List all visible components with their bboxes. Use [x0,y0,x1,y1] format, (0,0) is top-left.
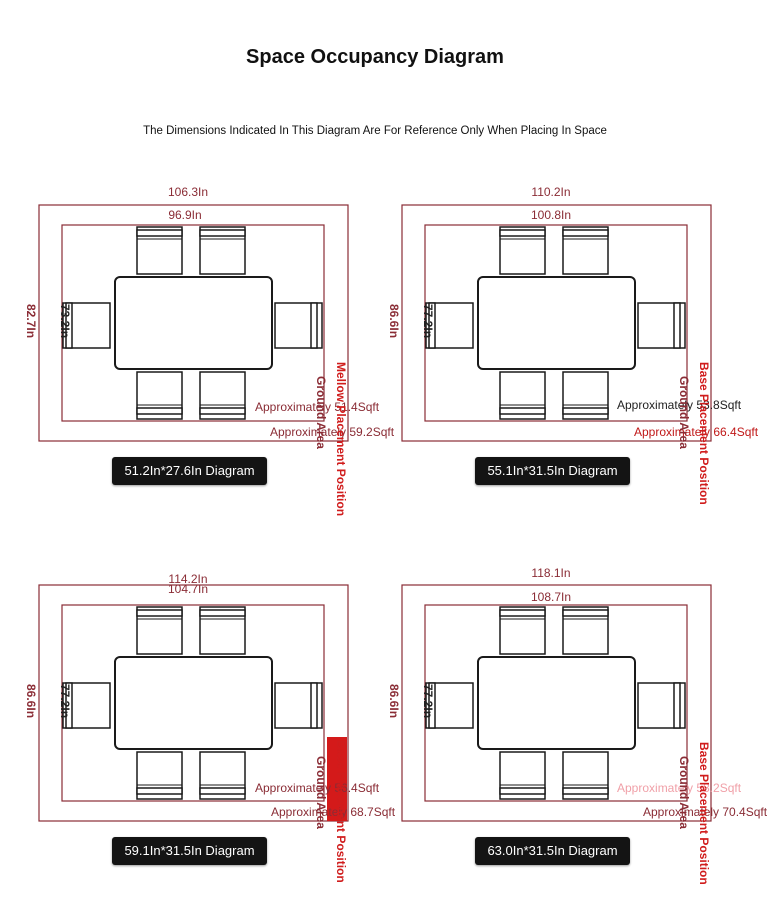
placement-position-label: Mellow Placement Position [334,362,348,517]
inner-width-label: 108.7In [530,590,572,604]
ground-area-label: Ground Area [677,376,691,449]
chair-icon [137,752,182,799]
diagram-panel-3 [0,560,396,890]
outer-depth-label: 82.7In [24,304,38,339]
chair-icon [137,227,182,274]
outer-area-label: Approximately 59.2Sqft [270,425,395,439]
outer-width-label: 118.1In [531,566,571,580]
chair-icon [500,372,545,419]
table-top [478,277,635,369]
placement-position-label: Base Placement Position [697,742,711,885]
chair-icon [638,303,685,348]
ground-area-label: Ground Area [314,376,328,449]
outer-depth-label: 86.6In [387,304,401,339]
diagram-size-button[interactable]: 63.0In*31.5In Diagram [475,837,630,865]
outer-width-label: 110.2In [531,185,571,199]
table-top [478,657,635,749]
inner-depth-label: 77.2In [421,684,435,719]
outer-width-label: 106.3In [167,185,209,199]
chair-icon [275,683,322,728]
outer-area-label: Approximately 70.4Sqft [643,805,767,819]
diagram-panel-4 [363,560,767,890]
chair-icon [137,607,182,654]
placement-position-label: Base Placement Position [697,362,711,505]
chair-icon [500,752,545,799]
outer-area-label: Approximately 68.7Sqft [271,805,396,819]
inner-area-label: Approximately 58.2Sqft [617,781,742,795]
outer-area-label: Approximately 66.4Sqft [634,425,759,439]
chair-icon [563,752,608,799]
ground-area-label: Ground Area [314,756,328,829]
inner-area-label: Approximately 51.4Sqft [255,400,380,414]
chair-icon [500,607,545,654]
page-title: Space Occupancy Diagram [246,46,504,68]
chair-icon [200,607,245,654]
chair-icon [563,372,608,419]
outer-depth-label: 86.6In [387,684,401,719]
diagram-panel-2 [363,180,759,510]
inner-area-label: Approximately 56.4Sqft [255,781,380,795]
inner-width-label: 96.9In [168,208,202,222]
chair-icon [638,683,685,728]
chair-icon [200,752,245,799]
chair-icon [200,372,245,419]
inner-width-label: 100.8In [530,208,572,222]
outer-depth-label: 86.6In [24,684,38,719]
inner-depth-label: 73.2In [58,304,72,339]
table-top [115,657,272,749]
inner-area-label: Approximately 53.8Sqft [617,398,742,412]
chair-icon [137,372,182,419]
placement-position-label: Base Placement Position [334,740,348,883]
table-top [115,277,272,369]
inner-width-label: 104.7In [167,582,209,596]
chair-icon [563,607,608,654]
diagram-size-button[interactable]: 55.1In*31.5In Diagram [475,457,630,485]
chair-icon [563,227,608,274]
page-subtitle: The Dimensions Indicated In This Diagram Are For Reference Only When Placing In Space [143,125,607,137]
ground-area-label: Ground Area [677,756,691,829]
diagram-size-button[interactable]: 51.2In*27.6In Diagram [112,457,267,485]
inner-depth-label: 77.2In [421,304,435,339]
chair-icon [200,227,245,274]
chair-icon [500,227,545,274]
diagram-size-button[interactable]: 59.1In*31.5In Diagram [112,837,267,865]
chair-icon [275,303,322,348]
inner-depth-label: 77.2In [58,684,72,719]
outer-width-label: 114.2In [168,572,208,586]
